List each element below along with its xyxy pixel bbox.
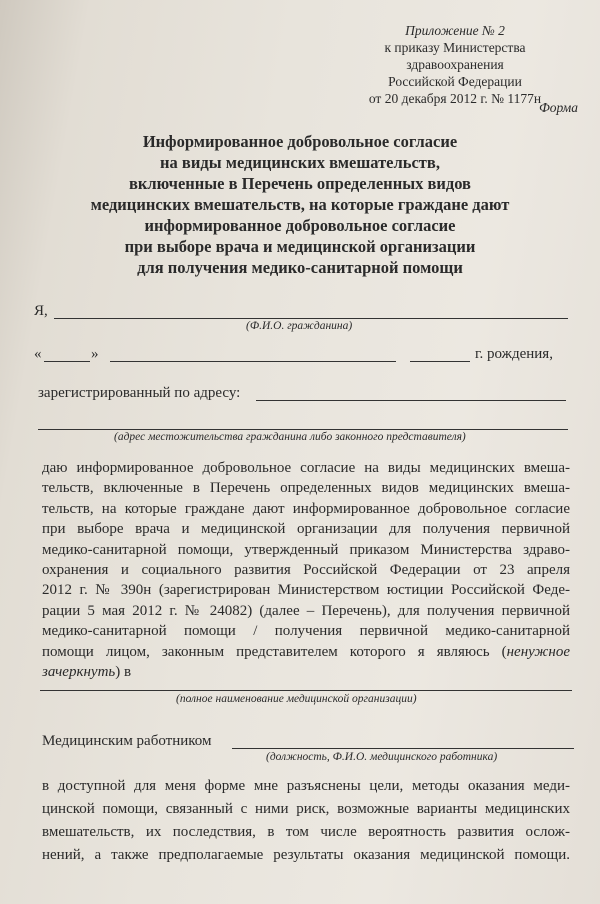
birth-day-field-line[interactable]: [44, 361, 90, 362]
medworker-field-line[interactable]: [232, 748, 574, 749]
paragraph-line-text: помощи лицом, законным представителем которого я являюсь (: [42, 643, 507, 660]
consent-paragraph: [42, 458, 570, 682]
title-line: включенные в Перечень определенных видов: [129, 174, 471, 193]
paragraph-line-11: [42, 662, 570, 682]
paragraph-line: цинской помощи, связанный с ними риск, возможные варианты медицинских: [42, 801, 570, 817]
paragraph-line: нений, а также предполагаемые результаты оказания медицинской помощи.: [42, 847, 570, 863]
title-line: информированное добровольное согласие: [144, 216, 456, 235]
title-line: на виды медицинских вмешательств,: [160, 153, 440, 172]
quote-close: »: [91, 346, 99, 362]
organization-field-line[interactable]: [40, 690, 572, 691]
birth-month-field-line[interactable]: [110, 361, 396, 362]
document-title: [40, 131, 560, 278]
paragraph-line-end: ) в: [115, 664, 132, 681]
annex-country-line: Российской Федерации: [388, 74, 522, 89]
paragraph-line: медико-санитарной помощи, утвержденный приказом Министерства здраво-: [42, 541, 570, 558]
paragraph-line: охранения и социального развития Российской Федерации от 23 апреля: [42, 562, 570, 579]
paragraph-line-10: [42, 642, 570, 662]
paragraph-line: 2012 г. № 390н (зарегистрирован Министерством юстиции Российской Феде-: [42, 582, 570, 599]
birth-label: г. рождения,: [475, 346, 553, 362]
birth-year-field-line[interactable]: [410, 361, 470, 362]
paragraph-line: при выборе врача и медицинской организации для получения первичной: [42, 521, 570, 538]
address-caption: (адрес местожительства гражданина либо законного представителя): [114, 431, 466, 443]
fio-field-line[interactable]: [54, 318, 568, 319]
strike-note-part1: ненужное: [506, 643, 570, 660]
medworker-label: Медицинским работником: [42, 733, 212, 749]
title-line: Информированное добровольное согласие: [142, 132, 458, 151]
title-line: медицинских вмешательств, на которые граждане дают: [90, 195, 510, 214]
annex-date-line: от 20 декабря 2012 г. № 1177н: [368, 91, 542, 106]
form-label: Форма: [538, 100, 578, 115]
title-line: для получения медико-санитарной помощи: [137, 258, 463, 277]
annex-number: Приложение № 2: [405, 23, 505, 38]
annex-header: [340, 22, 570, 107]
paragraph-line: даю информированное добровольное согласие на виды медицинских вмеша-: [42, 460, 570, 476]
medworker-caption: (должность, Ф.И.О. медицинского работника): [266, 751, 498, 763]
paragraph-line: тельств, включенные в Перечень определенных видов медицинских вмеша-: [42, 480, 570, 497]
address-field-line-2[interactable]: [38, 429, 568, 430]
paragraph-line: в доступной для меня форме мне разъяснены цели, методы оказания меди-: [42, 778, 570, 794]
annex-order-line: к приказу Министерства здравоохранения: [384, 40, 526, 72]
paragraph-line: тельств, на которые граждане дают информированное добровольное согласие: [42, 500, 570, 517]
strike-note-part2: зачеркнуть: [42, 664, 116, 681]
explanation-paragraph: [42, 775, 570, 867]
address-field-line-1[interactable]: [256, 400, 566, 401]
ya-label: Я,: [34, 303, 48, 319]
registered-label: зарегистрированный по адресу:: [38, 385, 241, 401]
title-line: при выборе врача и медицинской организации: [124, 237, 476, 256]
quote-open: «: [34, 346, 42, 362]
fio-caption: (Ф.И.О. гражданина): [246, 320, 353, 332]
organization-caption: (полное наименование медицинской организации): [176, 693, 417, 705]
paragraph-line: медико-санитарной помощи / получения первичной медико-санитарной: [42, 623, 570, 640]
paragraph-line: вмешательств, их последствия, в том числе вероятность развития ослож-: [42, 824, 570, 840]
paragraph-line: рации 5 мая 2012 г. № 24082) (далее – Перечень), для получения первичной: [42, 602, 570, 619]
